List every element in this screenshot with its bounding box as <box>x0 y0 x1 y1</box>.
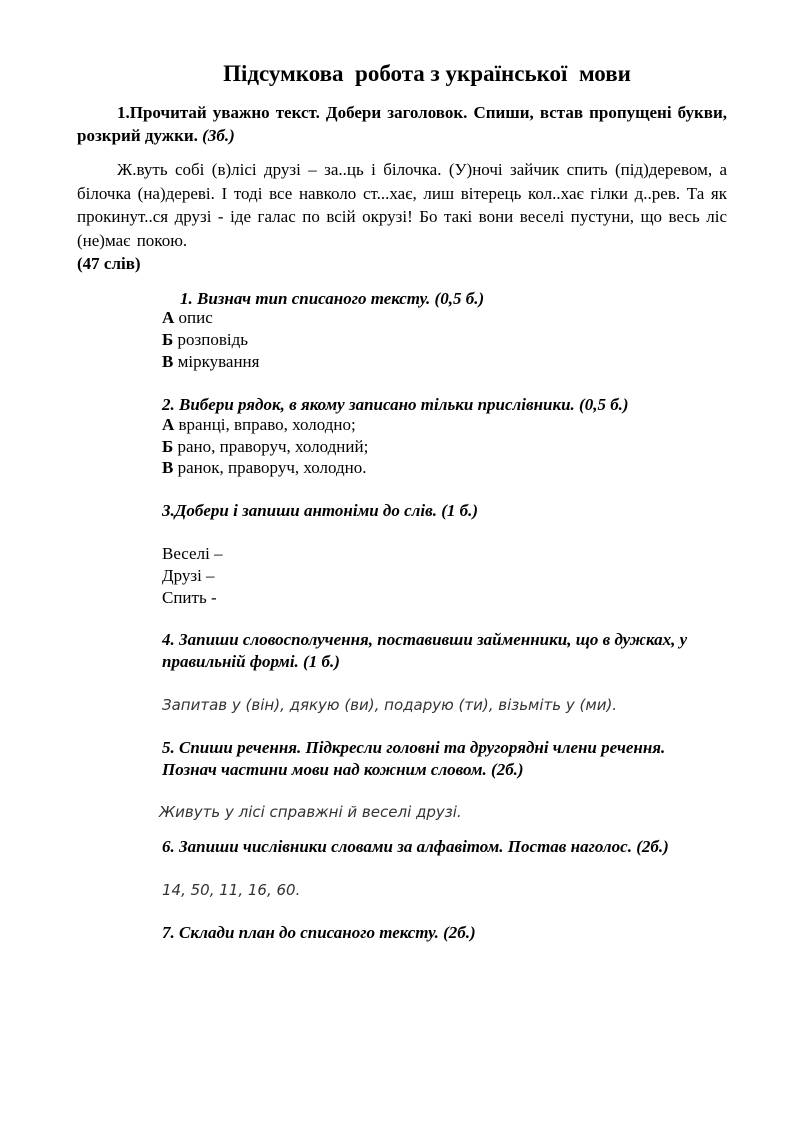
q6-example: 14, 50, 11, 16, 60. <box>162 881 301 899</box>
q3-word-2: Друзі – <box>162 566 215 585</box>
task-1-instruction <box>77 101 727 147</box>
question-1: 1. Визнач тип списаного тексту. (0,5 б.) <box>180 289 485 308</box>
task-1-points: (3б.) <box>202 126 235 145</box>
question-2: 2. Вибери рядок, в якому записано тільки прислівники. (0,5 б.) <box>162 395 629 414</box>
dictation-passage: Ж.вуть собі (в)лісі друзі – за..ць і білочка. (У)ночі зайчик спить (під)деревом, а білочка (на)дереві. І тоді все навколо ст...хає, лиш вітерець кол..хає гілки д..рев. Та як прокинут..ся друзі - іде галас по всій окрузі! Бо такі вони веселі пустуни, що весь ліс (не)має покою. <box>77 160 727 250</box>
question-6: 6. Запиши числівники словами за алфавітом. Постав наголос. (2б.) <box>162 837 669 856</box>
task-1-text: 1.Прочитай уважно текст. Добери заголовок. Спиши, встав пропущені букви, розкрий дужки. <box>77 103 727 145</box>
q3-word-3: Спить - <box>162 588 217 607</box>
word-count: (47 слів) <box>77 254 141 273</box>
q5-example: Живуть у лісі справжні й веселі друзі. <box>159 803 462 821</box>
q2-option-b: Б рано, праворуч, холодний; <box>162 437 369 456</box>
q1-option-c: В міркування <box>162 352 260 371</box>
q2-option-c: В ранок, праворуч, холодно. <box>162 458 367 477</box>
q2-option-a: А вранці, вправо, холодно; <box>162 415 356 434</box>
q1-option-a: А опис <box>162 308 213 327</box>
page-title: Підсумкова робота з української мови <box>223 61 631 86</box>
question-4: 4. Запиши словосполучення, поставивши займенники, що в дужках, у правильній формі. (1 б.) <box>162 630 688 671</box>
question-3: 3.Добери і запиши антоніми до слів. (1 б.) <box>162 501 479 520</box>
question-7: 7. Склади план до списаного тексту. (2б.) <box>162 923 476 942</box>
q4-example: Запитав у (він), дякую (ви), подарую (ти), візьміть у (ми). <box>162 696 618 714</box>
q3-word-1: Веселі – <box>162 544 223 563</box>
q1-option-b: Б розповідь <box>162 330 248 349</box>
question-5: 5. Спиши речення. Підкресли головні та другорядні члени речення. Познач частини мови над кожним словом. (2б.) <box>162 738 666 779</box>
